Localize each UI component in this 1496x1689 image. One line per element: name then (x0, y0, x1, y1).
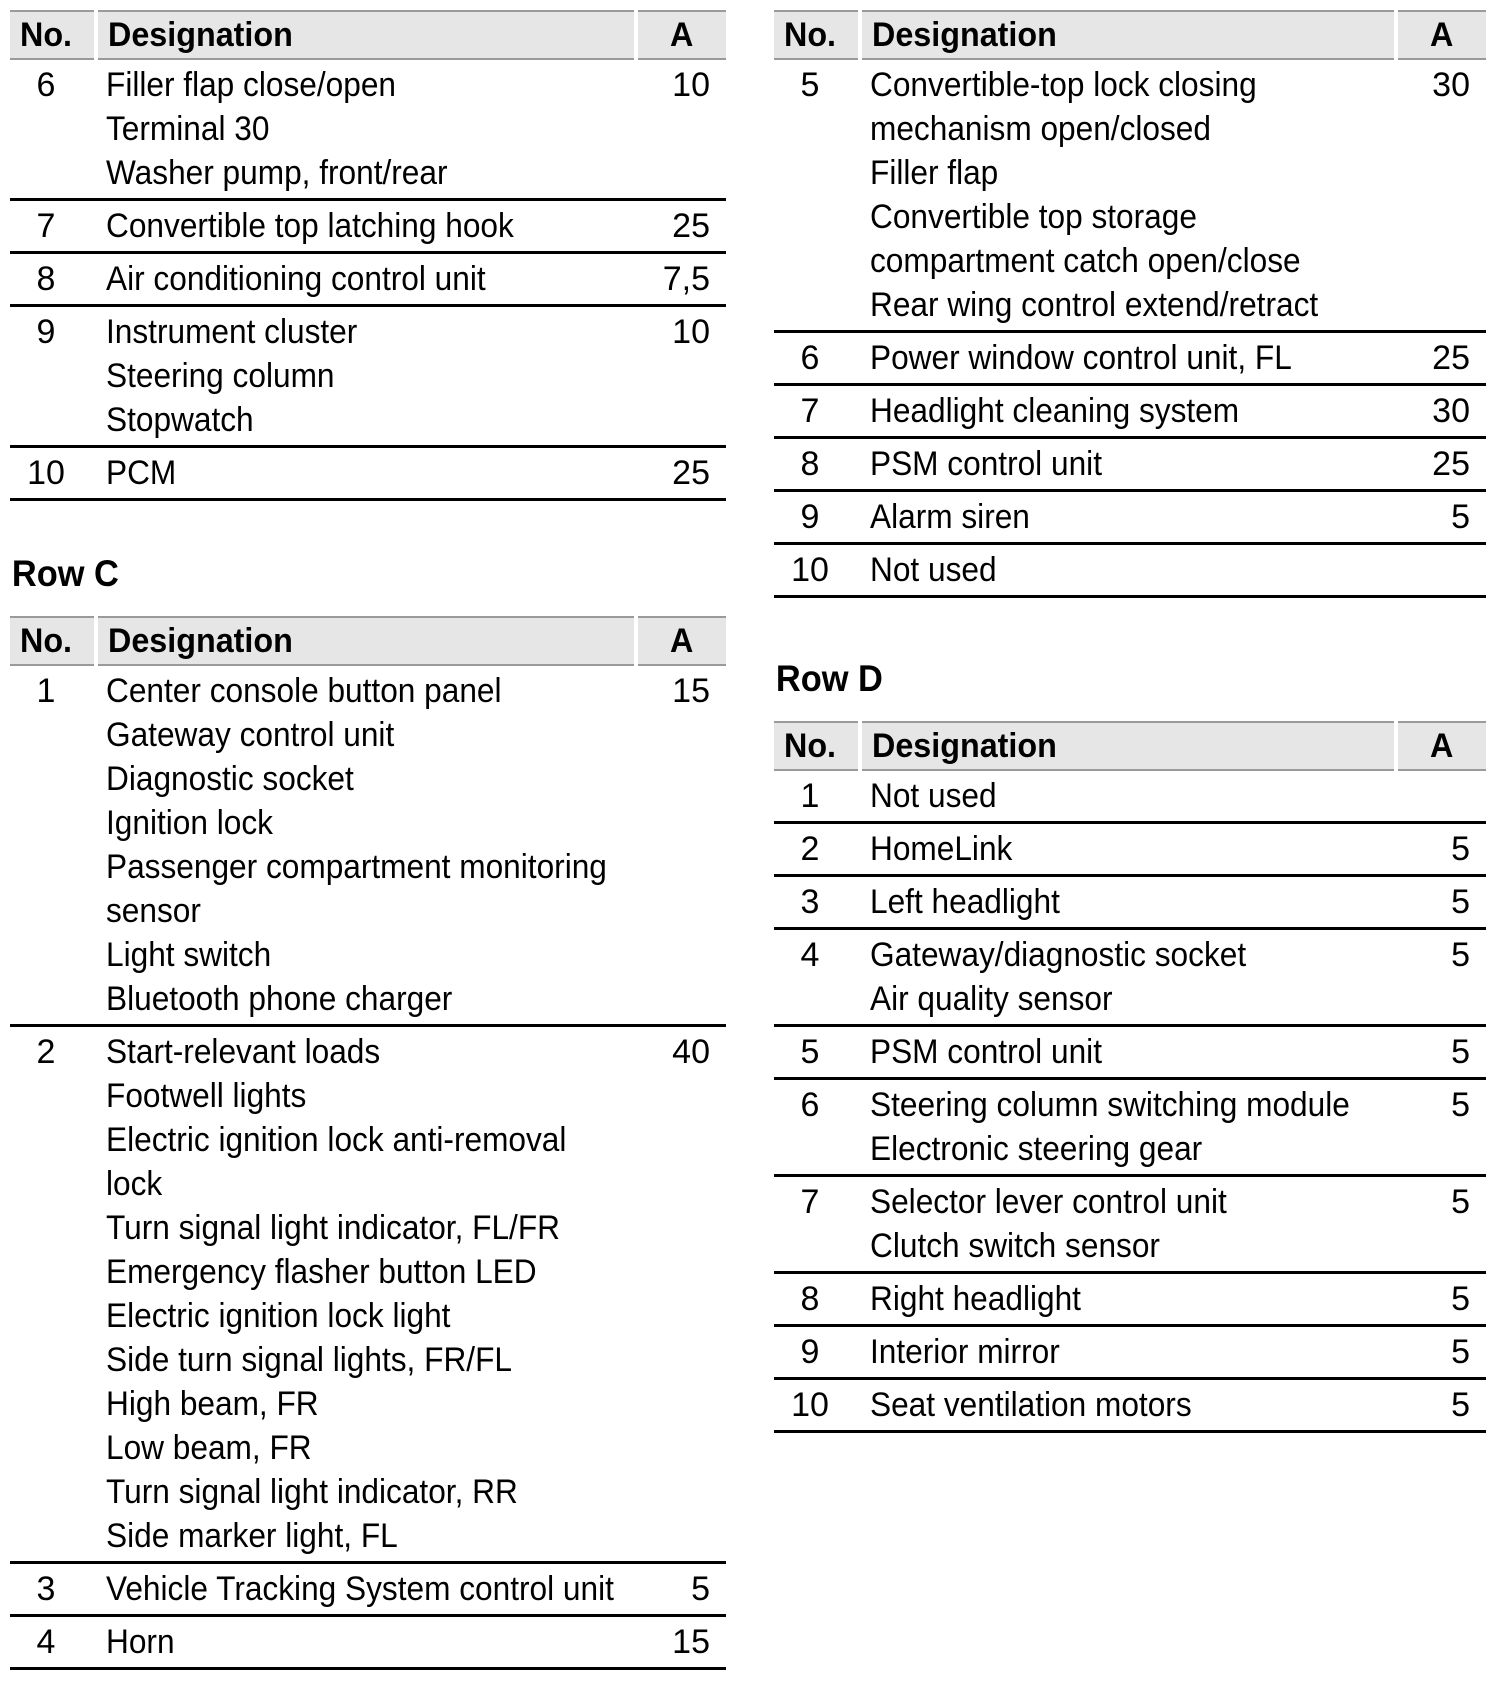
fuse-number: 10 (774, 1379, 860, 1432)
designation-line: Terminal 30 (106, 110, 270, 148)
designation-line: Filler flap (870, 154, 999, 192)
fuse-designation (96, 253, 636, 306)
designation-line: mechanism open/closed (870, 110, 1211, 148)
designation-line: PSM control unit (870, 1033, 1102, 1071)
designation-line: Turn signal light indicator, RR (106, 1473, 518, 1511)
fuse-number: 8 (10, 253, 96, 306)
designation-line: Convertible-top lock closing (870, 66, 1257, 104)
fuse-amperage: 30 (1396, 385, 1486, 438)
designation-line: Gateway control unit (106, 716, 395, 754)
fuse-amperage: 10 (636, 59, 726, 200)
fuse-number: 5 (774, 1026, 860, 1079)
fuse-amperage: 15 (636, 665, 726, 1026)
designation-line: Clutch switch sensor (870, 1227, 1160, 1265)
fuse-number: 7 (774, 385, 860, 438)
table-row (774, 1326, 1486, 1379)
table-row (10, 59, 726, 200)
fuse-designation (96, 1616, 636, 1669)
table-row (774, 385, 1486, 438)
designation-line: Convertible top latching hook (106, 207, 514, 245)
fuse-designation (860, 438, 1396, 491)
fuse-designation (860, 1326, 1396, 1379)
fuse-amperage: 10 (636, 306, 726, 447)
fuse-amperage: 5 (1396, 1326, 1486, 1379)
designation-line: Filler flap close/open (106, 66, 397, 104)
designation-line: Air conditioning control unit (106, 260, 486, 298)
fuse-designation (96, 1563, 636, 1616)
fuse-designation (860, 1026, 1396, 1079)
fuse-number: 9 (774, 491, 860, 544)
fuse-table-section-row-c (10, 552, 726, 1670)
header-amp: A (1396, 11, 1486, 59)
table-row (774, 1026, 1486, 1079)
designation-line: Electric ignition lock anti-removal (106, 1121, 567, 1159)
header-no: No. (10, 11, 96, 59)
fuse-table (10, 10, 726, 501)
table-row (10, 1026, 726, 1563)
designation-line: Convertible top storage (870, 198, 1197, 236)
fuse-amperage: 25 (1396, 332, 1486, 385)
designation-line: PCM (106, 454, 177, 492)
table-row (10, 1563, 726, 1616)
designation-line: Diagnostic socket (106, 760, 354, 798)
designation-line: Side marker light, FL (106, 1517, 398, 1555)
fuse-amperage (1396, 544, 1486, 597)
table-row (10, 665, 726, 1026)
fuse-table (774, 10, 1486, 598)
designation-line: Interior mirror (870, 1333, 1060, 1371)
designation-line: Headlight cleaning system (870, 392, 1240, 430)
fuse-designation (96, 59, 636, 200)
fuse-amperage: 5 (1396, 823, 1486, 876)
fuse-amperage: 5 (1396, 1079, 1486, 1176)
fuse-table-section-row-c-continued (774, 10, 1486, 598)
fuse-number: 8 (774, 1273, 860, 1326)
designation-line: Alarm siren (870, 498, 1030, 536)
section-title: Row D (775, 658, 883, 699)
fuse-number: 10 (10, 447, 96, 500)
designation-line: Bluetooth phone charger (106, 980, 453, 1018)
fuse-table-section-row-b-continued (10, 10, 726, 501)
designation-line: Horn (106, 1623, 175, 1661)
fuse-designation (860, 1079, 1396, 1176)
table-row (774, 823, 1486, 876)
designation-line: PSM control unit (870, 445, 1102, 483)
table-row (774, 438, 1486, 491)
header-designation: Designation (860, 722, 1396, 770)
designation-line: Steering column switching module (870, 1086, 1350, 1124)
table-header-row (774, 722, 1486, 770)
designation-line: Gateway/diagnostic socket (870, 936, 1247, 974)
fuse-designation (860, 1379, 1396, 1432)
fuse-number: 2 (10, 1026, 96, 1563)
table-row (774, 1176, 1486, 1273)
header-no: No. (774, 722, 860, 770)
fuse-amperage: 25 (1396, 438, 1486, 491)
fuse-designation (860, 1176, 1396, 1273)
designation-line: Right headlight (870, 1280, 1081, 1318)
fuse-amperage: 40 (636, 1026, 726, 1563)
designation-line: Rear wing control extend/retract (870, 286, 1319, 324)
fuse-table-section-row-d (774, 657, 1486, 1433)
fuse-amperage: 25 (636, 447, 726, 500)
fuse-amperage: 5 (1396, 491, 1486, 544)
fuse-number: 2 (774, 823, 860, 876)
designation-line: Instrument cluster (106, 313, 358, 351)
fuse-number: 4 (10, 1616, 96, 1669)
fuse-designation (96, 1026, 636, 1563)
table-row (774, 544, 1486, 597)
fuse-number: 5 (774, 59, 860, 332)
designation-line: Footwell lights (106, 1077, 307, 1115)
designation-line: Air quality sensor (870, 980, 1113, 1018)
fuse-number: 6 (10, 59, 96, 200)
header-no: No. (10, 617, 96, 665)
fuse-designation (860, 770, 1396, 823)
table-row (774, 770, 1486, 823)
designation-line: Steering column (106, 357, 335, 395)
fuse-designation (860, 332, 1396, 385)
designation-line: Power window control unit, FL (870, 339, 1292, 377)
fuse-number: 6 (774, 1079, 860, 1176)
fuse-amperage: 5 (636, 1563, 726, 1616)
table-row (10, 253, 726, 306)
table-header-row (774, 11, 1486, 59)
fuse-amperage: 5 (1396, 929, 1486, 1026)
designation-line: Not used (870, 551, 997, 589)
designation-line: Left headlight (870, 883, 1060, 921)
fuse-amperage: 7,5 (636, 253, 726, 306)
table-row (10, 200, 726, 253)
designation-line: sensor (106, 892, 201, 930)
designation-line: Passenger compartment monitoring (106, 848, 607, 886)
fuse-table (10, 616, 726, 1670)
designation-line: Center console button panel (106, 672, 502, 710)
table-row (774, 332, 1486, 385)
fuse-amperage: 5 (1396, 1273, 1486, 1326)
designation-line: Stopwatch (106, 401, 254, 439)
fuse-designation (96, 306, 636, 447)
fuse-amperage: 5 (1396, 1026, 1486, 1079)
fuse-designation (860, 876, 1396, 929)
fuse-designation (96, 200, 636, 253)
table-row (10, 306, 726, 447)
fuse-designation (860, 823, 1396, 876)
table-row (10, 447, 726, 500)
fuse-number: 8 (774, 438, 860, 491)
designation-line: Light switch (106, 936, 272, 974)
designation-line: High beam, FR (106, 1385, 319, 1423)
table-row (774, 876, 1486, 929)
fuse-designation (96, 665, 636, 1026)
fuse-number: 3 (10, 1563, 96, 1616)
fuse-amperage: 25 (636, 200, 726, 253)
fuse-number: 3 (774, 876, 860, 929)
fuse-number: 9 (10, 306, 96, 447)
fuse-number: 7 (774, 1176, 860, 1273)
designation-line: Side turn signal lights, FR/FL (106, 1341, 512, 1379)
designation-line: Turn signal light indicator, FL/FR (106, 1209, 560, 1247)
fuse-designation (96, 447, 636, 500)
header-designation: Designation (96, 11, 636, 59)
designation-line: Seat ventilation motors (870, 1386, 1192, 1424)
fuse-number: 6 (774, 332, 860, 385)
table-row (774, 1379, 1486, 1432)
designation-line: Selector lever control unit (870, 1183, 1227, 1221)
header-amp: A (636, 11, 726, 59)
table-row (774, 491, 1486, 544)
fuse-number: 1 (774, 770, 860, 823)
table-row (774, 1273, 1486, 1326)
designation-line: Emergency flasher button LED (106, 1253, 537, 1291)
fuse-number: 1 (10, 665, 96, 1026)
fuse-table (774, 721, 1486, 1433)
designation-line: compartment catch open/close (870, 242, 1301, 280)
header-amp: A (636, 617, 726, 665)
fuse-designation (860, 491, 1396, 544)
fuse-amperage: 5 (1396, 1379, 1486, 1432)
designation-line: lock (106, 1165, 163, 1203)
table-row (774, 59, 1486, 332)
fuse-amperage (1396, 770, 1486, 823)
fuse-number: 10 (774, 544, 860, 597)
designation-line: HomeLink (870, 830, 1013, 868)
fuse-designation (860, 1273, 1396, 1326)
designation-line: Electronic steering gear (870, 1130, 1203, 1168)
designation-line: Ignition lock (106, 804, 273, 842)
designation-line: Vehicle Tracking System control unit (106, 1570, 614, 1608)
fuse-amperage: 5 (1396, 876, 1486, 929)
table-row (10, 1616, 726, 1669)
section-title: Row C (11, 553, 119, 594)
fuse-amperage: 30 (1396, 59, 1486, 332)
designation-line: Electric ignition lock light (106, 1297, 451, 1335)
fuse-number: 9 (774, 1326, 860, 1379)
fuse-designation (860, 385, 1396, 438)
header-designation: Designation (860, 11, 1396, 59)
fuse-designation (860, 929, 1396, 1026)
fuse-number: 4 (774, 929, 860, 1026)
designation-line: Low beam, FR (106, 1429, 312, 1467)
fuse-designation (860, 59, 1396, 332)
table-row (774, 1079, 1486, 1176)
fuse-number: 7 (10, 200, 96, 253)
fuse-amperage: 5 (1396, 1176, 1486, 1273)
header-amp: A (1396, 722, 1486, 770)
fuse-designation (860, 544, 1396, 597)
designation-line: Not used (870, 777, 997, 815)
table-header-row (10, 11, 726, 59)
header-no: No. (774, 11, 860, 59)
table-row (774, 929, 1486, 1026)
designation-line: Washer pump, front/rear (106, 154, 448, 192)
header-designation: Designation (96, 617, 636, 665)
designation-line: Start-relevant loads (106, 1033, 381, 1071)
table-header-row (10, 617, 726, 665)
fuse-amperage: 15 (636, 1616, 726, 1669)
